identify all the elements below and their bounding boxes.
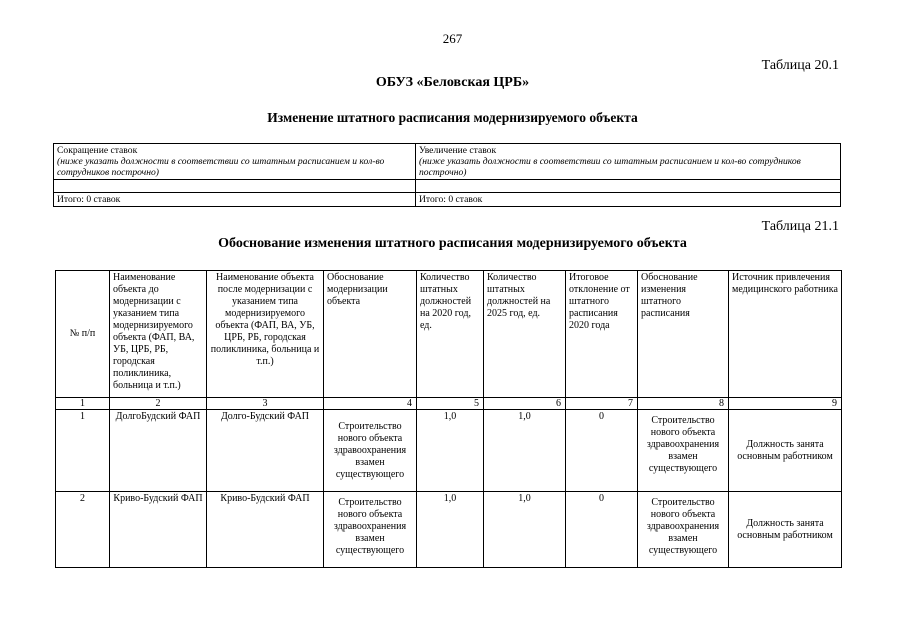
- modernization-reason: Строительство нового объекта здравоохранения взамен существующего: [324, 410, 417, 492]
- column-number: 4: [324, 398, 417, 410]
- table-21-1-title: Обоснование изменения штатного расписания модернизируемого объекта: [218, 236, 687, 251]
- empty-cell: [54, 180, 416, 193]
- reduction-header: Сокращение ставок: [57, 145, 138, 156]
- header-staff-2020: Количество штатных должностей на 2020 год, ед.: [417, 271, 484, 398]
- header-reason: Обоснование модернизации объекта: [324, 271, 417, 398]
- deviation: 0: [566, 492, 638, 568]
- increase-note: (ниже указать должности в соответствии со штатным расписанием и кол-во сотрудников построчно): [419, 156, 801, 178]
- staff-2025: 1,0: [484, 492, 566, 568]
- table-21-1-label: Таблица 21.1: [761, 219, 839, 234]
- table-row: [56, 410, 842, 492]
- column-number-row: [56, 398, 842, 410]
- staff-source: Должность занята основным работником: [729, 492, 842, 568]
- table-row: [54, 144, 841, 180]
- column-number: 9: [729, 398, 842, 410]
- staff-change-reason: Строительство нового объекта здравоохранения взамен существующего: [638, 410, 729, 492]
- table-20-1-title: Изменение штатного расписания модернизируемого объекта: [267, 110, 638, 125]
- row-number: 2: [56, 492, 110, 568]
- header-after: Наименование объекта после модернизации с указанием типа модернизируемого объекта (ФАП, ВА, УБ, ЦРБ, РБ, городская поликлиника, больница и т.п.): [207, 271, 324, 398]
- header-number: № п/п: [56, 271, 110, 398]
- reduction-total: Итого: 0 ставок: [54, 193, 416, 207]
- header-before: Наименование объекта до модернизации с указанием типа модернизируемого объекта (ФАП, ВА, УБ, ЦРБ, РБ, городская поликлиника, больница и т.п.): [110, 271, 207, 398]
- header-deviation: Итоговое отклонение от штатного расписания 2020 года: [566, 271, 638, 398]
- object-before: ДолгоБудский ФАП: [110, 410, 207, 492]
- table-row: [54, 193, 841, 207]
- row-number: 1: [56, 410, 110, 492]
- empty-cell: [416, 180, 841, 193]
- staff-change-table: [53, 143, 841, 207]
- column-number: 7: [566, 398, 638, 410]
- staff-change-reason: Строительство нового объекта здравоохранения взамен существующего: [638, 492, 729, 568]
- organization-title: ОБУЗ «Беловская ЦРБ»: [375, 75, 530, 90]
- table-header-row: [56, 271, 842, 398]
- table-20-1-label: Таблица 20.1: [761, 58, 839, 73]
- object-after: Криво-Будский ФАП: [207, 492, 324, 568]
- modernization-reason: Строительство нового объекта здравоохранения взамен существующего: [324, 492, 417, 568]
- object-before: Криво-Будский ФАП: [110, 492, 207, 568]
- table-row: [54, 180, 841, 193]
- deviation: 0: [566, 410, 638, 492]
- justification-table: [55, 270, 842, 568]
- column-number: 1: [56, 398, 110, 410]
- staff-2020: 1,0: [417, 410, 484, 492]
- staff-source: Должность занята основным работником: [729, 410, 842, 492]
- reduction-header-cell: [54, 144, 416, 180]
- staff-2020: 1,0: [417, 492, 484, 568]
- header-staff-reason: Обоснование изменения штатного расписания: [638, 271, 729, 398]
- staff-2025: 1,0: [484, 410, 566, 492]
- column-number: 8: [638, 398, 729, 410]
- increase-total: Итого: 0 ставок: [416, 193, 841, 207]
- table-row: [56, 492, 842, 568]
- column-number: 6: [484, 398, 566, 410]
- column-number: 2: [110, 398, 207, 410]
- reduction-note: (ниже указать должности в соответствии со штатным расписанием и кол-во сотрудников построчно): [57, 156, 385, 178]
- column-number: 5: [417, 398, 484, 410]
- header-staff-2025: Количество штатных должностей на 2025 год, ед.: [484, 271, 566, 398]
- column-number: 3: [207, 398, 324, 410]
- increase-header: Увеличение ставок: [419, 145, 497, 156]
- object-after: Долго-Будский ФАП: [207, 410, 324, 492]
- header-source: Источник привлечения медицинского работника: [729, 271, 842, 398]
- page-number: 267: [442, 31, 463, 46]
- increase-header-cell: [416, 144, 841, 180]
